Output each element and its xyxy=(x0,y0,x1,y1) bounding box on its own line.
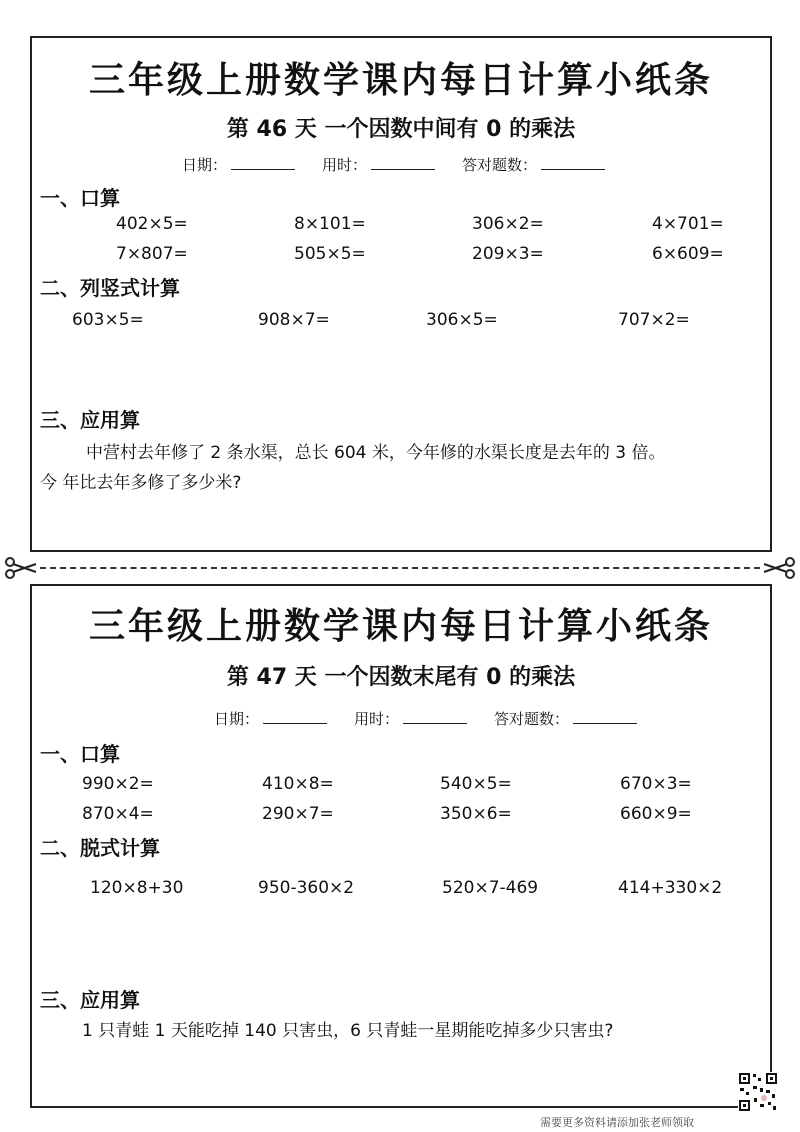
time-field xyxy=(354,708,467,729)
vertical-problem: 603×5= xyxy=(72,310,144,330)
vertical-problem: 306×5= xyxy=(426,310,498,330)
date-blank xyxy=(263,709,327,724)
section-oral-heading: 一、口算 xyxy=(40,742,120,766)
time-field xyxy=(322,154,435,175)
section-application-heading: 三、应用算 xyxy=(40,408,140,432)
oral-problem: 290×7= xyxy=(262,804,334,824)
application-problem-line: 今 年比去年多修了多少米? xyxy=(40,473,242,493)
oral-problem: 870×4= xyxy=(82,804,154,824)
oral-problem: 350×6= xyxy=(440,804,512,824)
footer-note: 需要更多资料请添加张老师领取 xyxy=(540,1116,694,1129)
oral-problem: 402×5= xyxy=(116,214,188,234)
oral-problem: 7×807= xyxy=(116,244,188,264)
score-label: 答对题数： xyxy=(494,710,570,728)
oral-problem: 306×2= xyxy=(472,214,544,234)
oral-problem: 670×3= xyxy=(620,774,692,794)
oral-problem: 6×609= xyxy=(652,244,724,264)
date-blank xyxy=(231,155,295,170)
time-label: 用时： xyxy=(322,156,368,174)
sheet-subtitle: 第 46 天 一个因数中间有 0 的乘法 xyxy=(226,117,576,142)
time-blank xyxy=(371,155,435,170)
worksheet-day-47 xyxy=(30,584,772,1108)
vertical-problem: 707×2= xyxy=(618,310,690,330)
oral-problem: 4×701= xyxy=(652,214,724,234)
date-label: 日期： xyxy=(182,156,228,174)
date-field xyxy=(182,154,295,175)
stepwise-problem: 120×8+30 xyxy=(90,878,184,898)
stepwise-problem: 520×7-469 xyxy=(442,878,539,898)
sheet-title: 三年级上册数学课内每日计算小纸条 xyxy=(88,606,713,647)
oral-problem: 660×9= xyxy=(620,804,692,824)
stepwise-problem: 414+330×2 xyxy=(618,878,723,898)
stepwise-problem: 950-360×2 xyxy=(258,878,355,898)
oral-problem: 410×8= xyxy=(262,774,334,794)
vertical-problem: 908×7= xyxy=(258,310,330,330)
scissors-icon xyxy=(762,556,796,580)
oral-problem: 540×5= xyxy=(440,774,512,794)
sheet-subtitle: 第 47 天 一个因数末尾有 0 的乘法 xyxy=(226,665,576,690)
application-problem-line: 1 只青蛙 1 天能吃掉 140 只害虫，6 只青蛙一星期能吃掉多少只害虫? xyxy=(82,1021,614,1041)
cut-line xyxy=(0,556,800,580)
application-problem-line: 中营村去年修了 2 条水渠，总长 604 米，今年修的水渠长度是去年的 3 倍。 xyxy=(86,443,666,463)
score-blank xyxy=(541,155,605,170)
date-field xyxy=(214,708,327,729)
worksheet-day-46 xyxy=(30,36,772,552)
oral-problem: 209×3= xyxy=(472,244,544,264)
section-application-heading: 三、应用算 xyxy=(40,988,140,1012)
qr-code-icon xyxy=(738,1072,778,1112)
section-oral-heading: 一、口算 xyxy=(40,186,120,210)
score-label: 答对题数： xyxy=(462,156,538,174)
section-stepwise-heading: 二、脱式计算 xyxy=(40,836,160,860)
score-field xyxy=(462,154,605,175)
date-label: 日期： xyxy=(214,710,260,728)
dashed-divider xyxy=(40,567,760,569)
oral-problem: 8×101= xyxy=(294,214,366,234)
sheet-title: 三年级上册数学课内每日计算小纸条 xyxy=(88,60,713,101)
score-blank xyxy=(573,709,637,724)
time-label: 用时： xyxy=(354,710,400,728)
scissors-icon xyxy=(4,556,38,580)
oral-problem: 990×2= xyxy=(82,774,154,794)
score-field xyxy=(494,708,637,729)
oral-problem: 505×5= xyxy=(294,244,366,264)
section-vertical-heading: 二、列竖式计算 xyxy=(40,276,180,300)
time-blank xyxy=(403,709,467,724)
